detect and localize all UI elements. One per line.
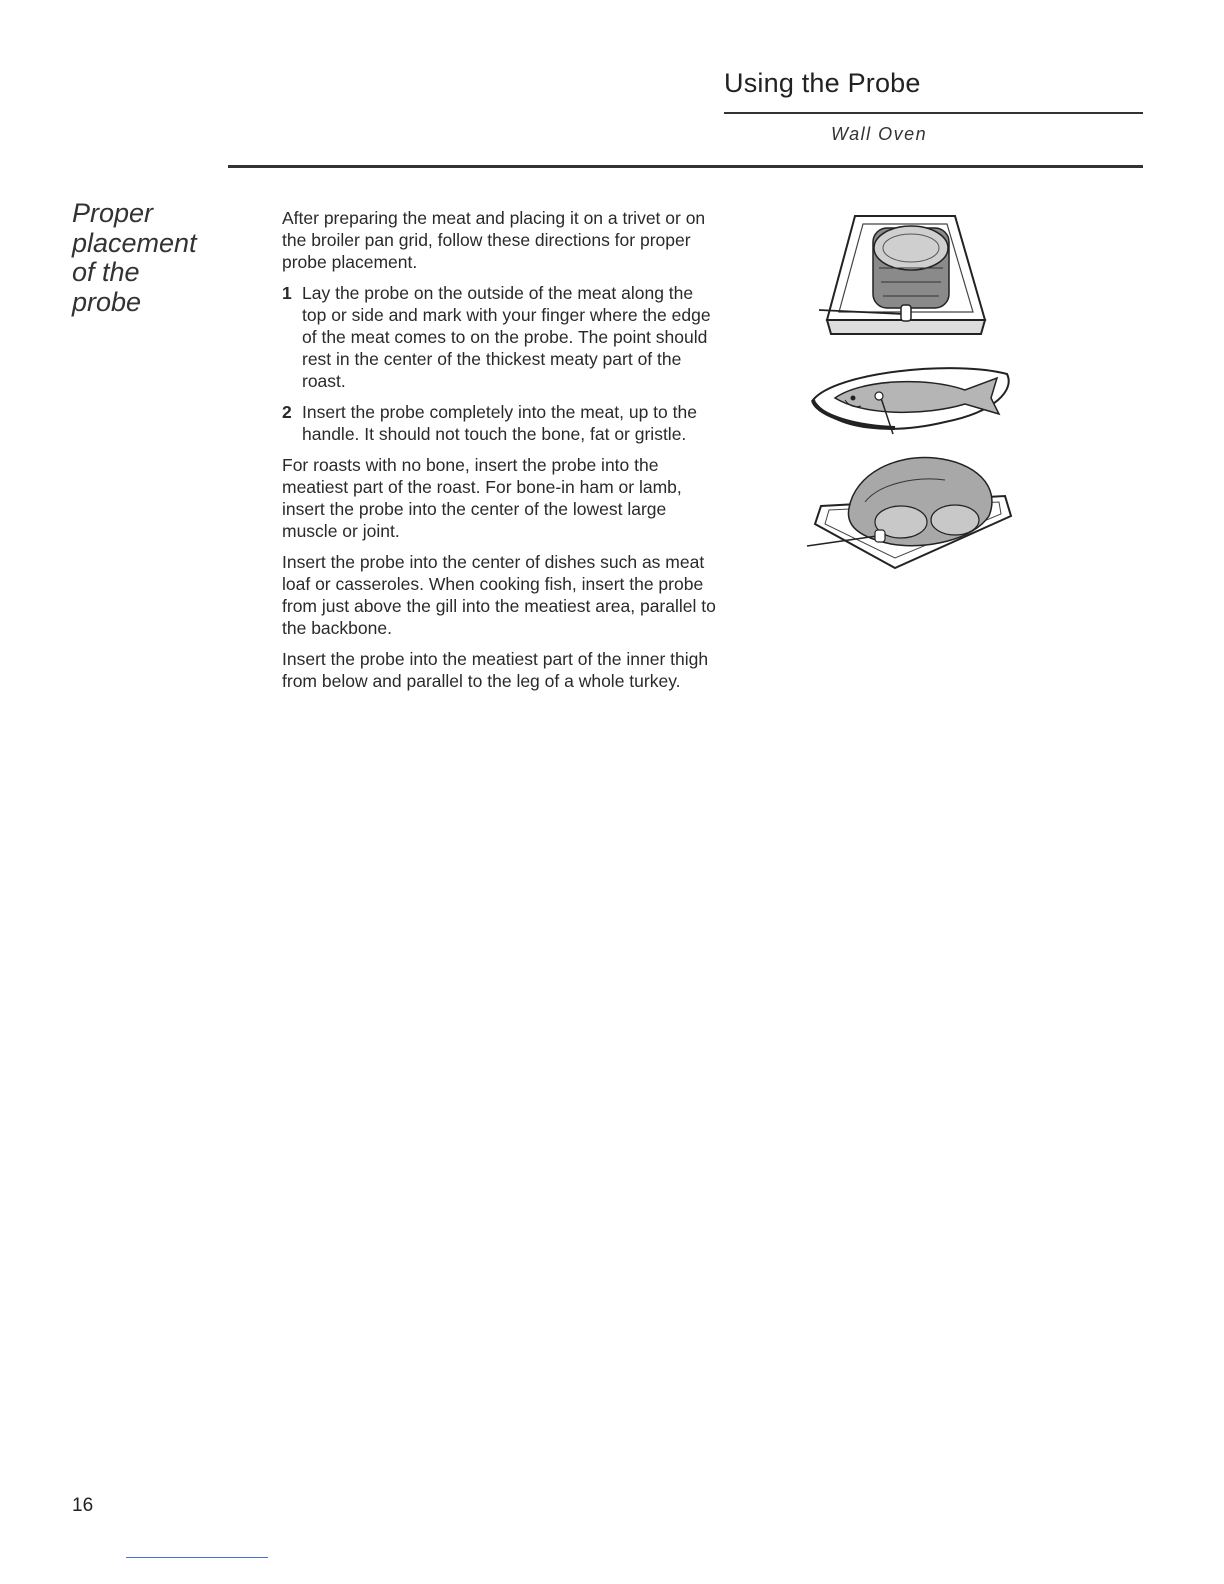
page-title: Using the Probe xyxy=(724,68,921,98)
step-text: Lay the probe on the outside of the meat along the top or side and mark with your finger where the edge of the meat comes to on the probe. The point should rest in the center of the thickest meaty part of the roast. xyxy=(302,283,711,391)
section-heading xyxy=(72,199,232,317)
intro-paragraph: After preparing the meat and placing it on a trivet or on the broiler pan grid, follow these directions for proper probe placement. xyxy=(282,208,706,272)
body-paragraph: Insert the probe into the center of dishes such as meat loaf or casseroles. When cooking fish, insert the probe from just above the gill into the meatiest area, parallel to the backbone. xyxy=(282,552,716,638)
section-heading-line: of the xyxy=(72,257,140,287)
probe-illustrations xyxy=(805,208,1020,583)
page-number: 16 xyxy=(72,1495,94,1516)
step-number: 1 xyxy=(282,283,292,303)
body-paragraph: For roasts with no bone, insert the probe into the meatiest part of the roast. For bone-in ham or lamb, insert the probe into the center of the lowest large muscle or joint. xyxy=(282,455,682,541)
fish-on-platter-icon xyxy=(805,354,1015,444)
step-item xyxy=(282,401,722,445)
section-heading-line: probe xyxy=(72,286,142,317)
step-number: 2 xyxy=(282,402,292,422)
section-rule xyxy=(228,165,1143,168)
section-heading-line: placement xyxy=(72,227,197,258)
bottom-link-line xyxy=(126,1557,268,1558)
body-paragraph: Insert the probe into the meatiest part of the inner thigh from below and parallel to the leg of a whole turkey. xyxy=(282,649,709,691)
step-text: Insert the probe completely into the meat, up to the handle. It should not touch the bone, fat or gristle. xyxy=(302,402,697,444)
roast-in-pan-icon xyxy=(815,208,995,348)
section-heading-line: Proper xyxy=(72,198,154,228)
title-rule xyxy=(724,112,1143,114)
body-text xyxy=(282,207,722,701)
page-subtitle: Wall Oven xyxy=(831,124,928,144)
turkey-in-pan-icon xyxy=(805,446,1020,576)
step-item xyxy=(282,282,722,392)
